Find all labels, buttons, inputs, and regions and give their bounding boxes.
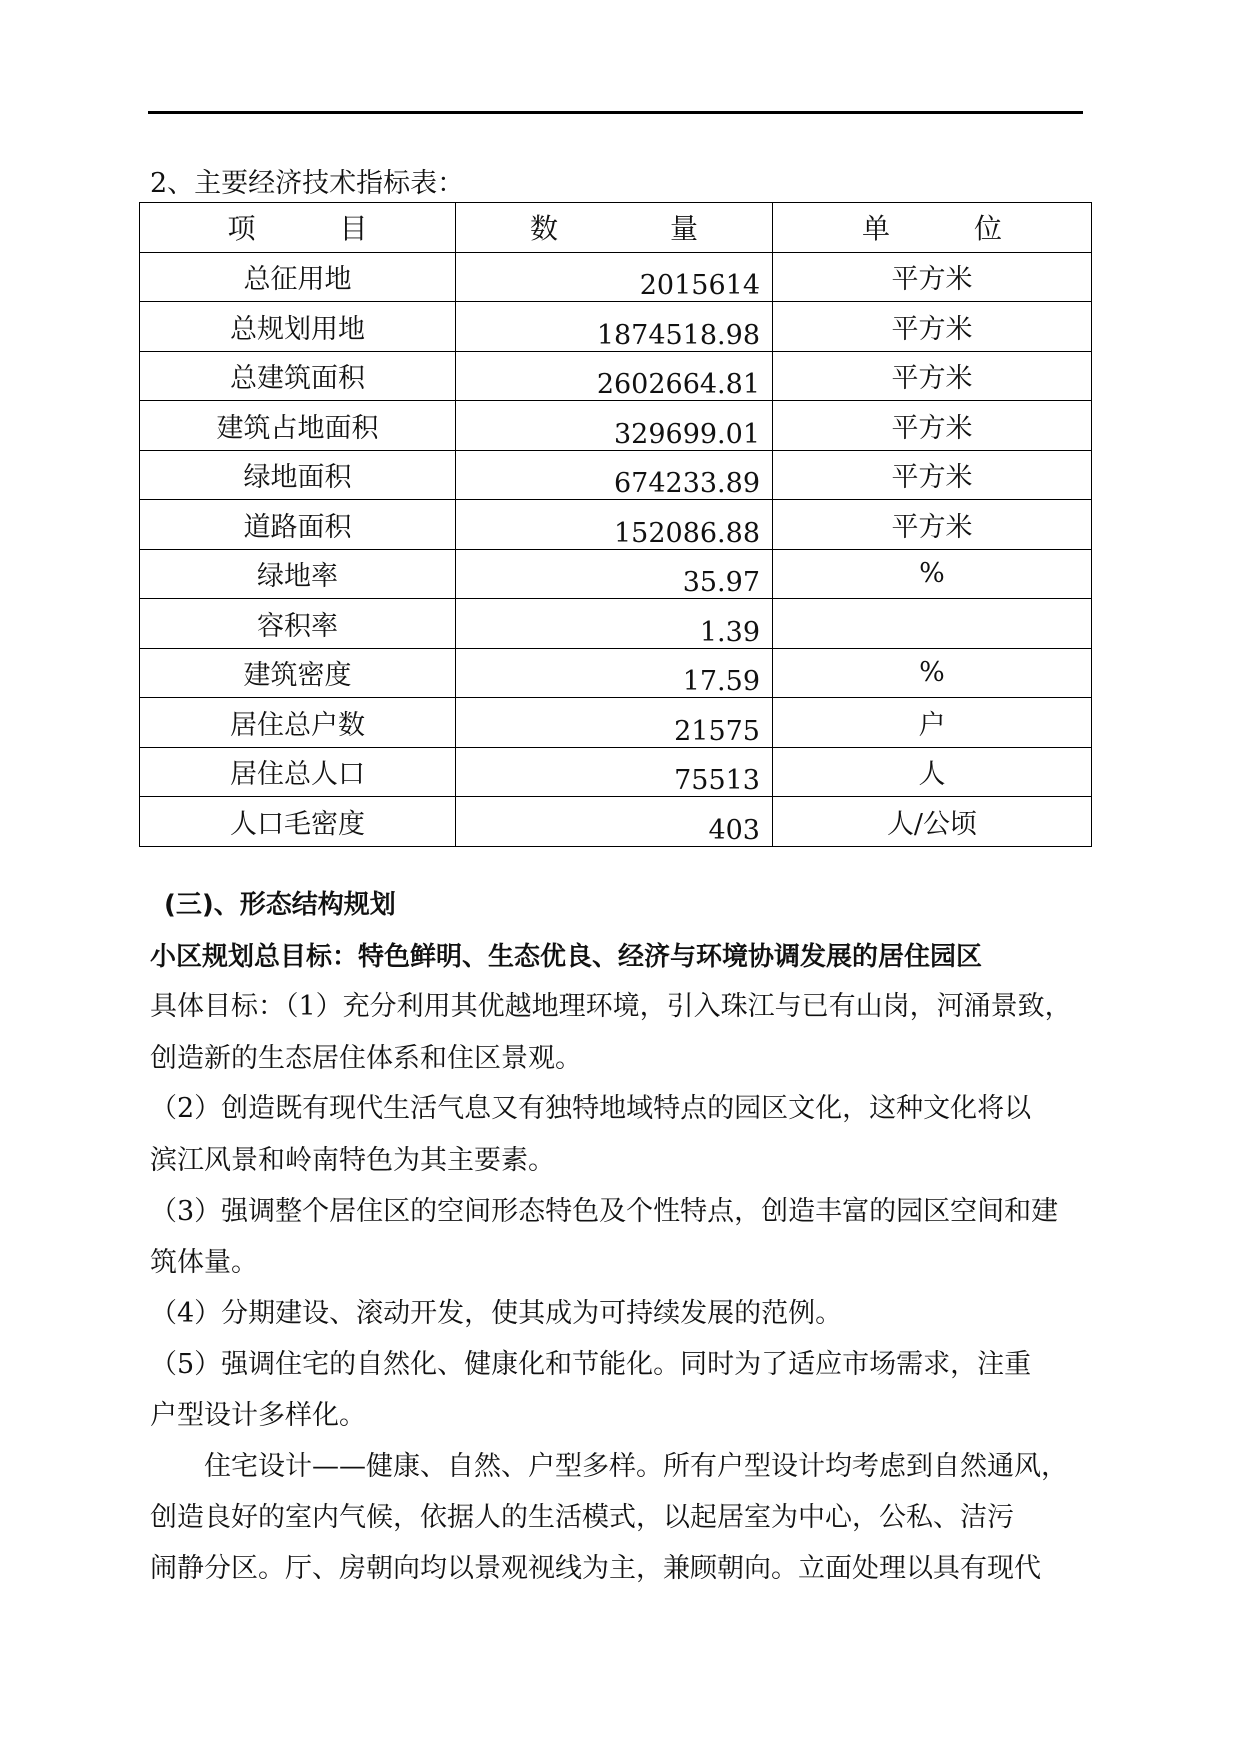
row-item: 建筑密度 — [140, 648, 456, 698]
table-row — [140, 599, 1092, 649]
table-row — [140, 450, 1092, 500]
row-value: 21575 — [456, 698, 773, 748]
row-value: 75513 — [456, 747, 773, 797]
row-unit: 平方米 — [773, 252, 1092, 302]
row-item: 居住总户数 — [140, 698, 456, 748]
row-value: 2602664.81 — [456, 351, 773, 401]
row-unit: % — [773, 648, 1092, 698]
row-value: 152086.88 — [456, 500, 773, 550]
row-value: 1.39 — [456, 599, 773, 649]
row-item: 容积率 — [140, 599, 456, 649]
row-item: 绿地面积 — [140, 450, 456, 500]
table-row — [140, 401, 1092, 451]
row-item: 居住总人口 — [140, 747, 456, 797]
row-value: 1874518.98 — [456, 302, 773, 352]
table-row — [140, 648, 1092, 698]
body-line: （5）强调住宅的自然化、健康化和节能化。同时为了适应市场需求，注重 — [150, 1349, 1032, 1380]
table-row — [140, 698, 1092, 748]
row-item: 总建筑面积 — [140, 351, 456, 401]
header-item: 项 目 — [140, 203, 456, 253]
row-value: 35.97 — [456, 549, 773, 599]
row-item: 绿地率 — [140, 549, 456, 599]
row-unit: % — [773, 549, 1092, 599]
table-row — [140, 252, 1092, 302]
header-unit: 单 位 — [773, 203, 1092, 253]
table-caption: 2、主要经济技术指标表： — [150, 168, 465, 199]
header-quantity: 数 量 — [456, 203, 773, 253]
table-row — [140, 351, 1092, 401]
row-value: 403 — [456, 797, 773, 847]
table-row — [140, 500, 1092, 550]
body-line: 住宅设计——健康、自然、户型多样。所有户型设计均考虑到自然通风， — [150, 1451, 1068, 1482]
row-item: 道路面积 — [140, 500, 456, 550]
row-unit: 户 — [773, 698, 1092, 748]
table-row — [140, 302, 1092, 352]
body-line: 创造良好的室内气候，依据人的生活模式，以起居室为中心，公私、洁污 — [150, 1502, 1014, 1533]
economic-indicators-table — [139, 202, 1092, 847]
row-value: 2015614 — [456, 252, 773, 302]
row-value: 329699.01 — [456, 401, 773, 451]
row-unit: 人/公顷 — [773, 797, 1092, 847]
table-header-row — [140, 203, 1092, 253]
row-value: 674233.89 — [456, 450, 773, 500]
body-line: （3）强调整个居住区的空间形态特色及个性特点，创造丰富的园区空间和建 — [150, 1196, 1059, 1227]
row-unit: 人 — [773, 747, 1092, 797]
row-item: 人口毛密度 — [140, 797, 456, 847]
body-line: 闹静分区。厅、房朝向均以景观视线为主，兼顾朝向。立面处理以具有现代 — [150, 1553, 1041, 1584]
header-rule — [148, 111, 1083, 114]
row-unit: 平方米 — [773, 351, 1092, 401]
goal-heading: 小区规划总目标：特色鲜明、生态优良、经济与环境协调发展的居住园区 — [150, 942, 983, 972]
body-line: 具体目标：（1）充分利用其优越地理环境，引入珠江与已有山岗，河涌景致， — [150, 991, 1072, 1022]
row-unit: 平方米 — [773, 500, 1092, 550]
row-unit: 平方米 — [773, 302, 1092, 352]
row-item: 总规划用地 — [140, 302, 456, 352]
section-heading: (三)、形态结构规划 — [164, 890, 396, 920]
body-line: （2）创造既有现代生活气息又有独特地域特点的园区文化，这种文化将以 — [150, 1093, 1032, 1124]
row-unit: 平方米 — [773, 401, 1092, 451]
table-row — [140, 549, 1092, 599]
row-item: 建筑占地面积 — [140, 401, 456, 451]
body-line: 筑体量。 — [150, 1247, 258, 1278]
body-line: （4）分期建设、滚动开发，使其成为可持续发展的范例。 — [150, 1298, 843, 1329]
row-item: 总征用地 — [140, 252, 456, 302]
row-value: 17.59 — [456, 648, 773, 698]
table-row — [140, 747, 1092, 797]
body-line: 滨江风景和岭南特色为其主要素。 — [150, 1145, 555, 1176]
body-line: 创造新的生态居住体系和住区景观。 — [150, 1043, 582, 1074]
body-line: 户型设计多样化。 — [150, 1400, 366, 1431]
row-unit: 平方米 — [773, 450, 1092, 500]
row-unit — [773, 599, 1092, 649]
table-row — [140, 797, 1092, 847]
